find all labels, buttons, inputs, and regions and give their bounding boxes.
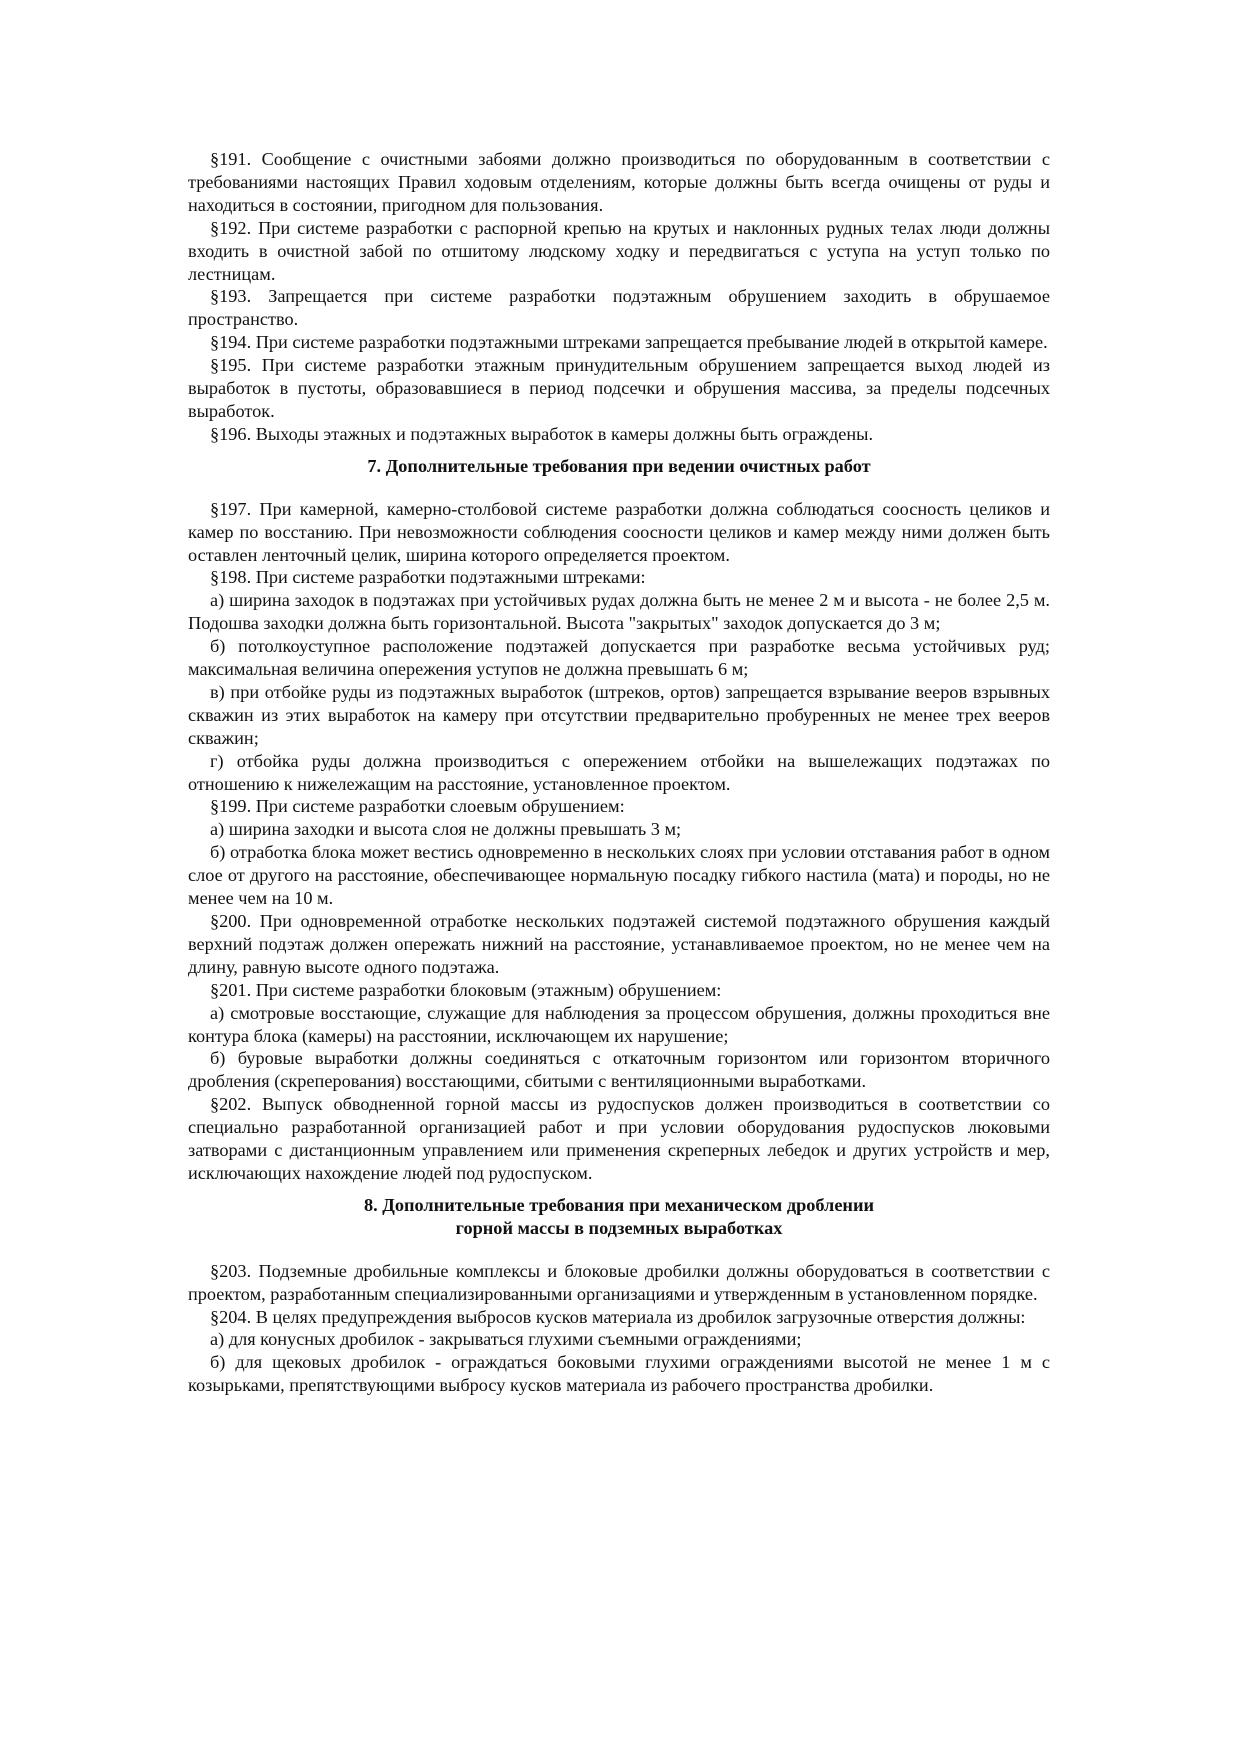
paragraph-198-v: в) при отбойке руды из подэтажных выработок (штреков, ортов) запрещается взрывание вееров взрывных скважин из этих выработок на камеру при отсутствии предварительно пробуренных не менее трех вееров скважин; [188, 681, 1050, 748]
paragraph-201-b: б) буровые выработки должны соединяться с откаточным горизонтом или горизонтом вторичного дробления (скреперования) восстающими, сбитыми с вентиляционными выработками. [188, 1048, 1050, 1092]
paragraph-203: §203. Подземные дробильные комплексы и блоковые дробилки должны оборудоваться в соответствии с проектом, разработанным специализированными организациями и утвержденным в установленном порядке. [188, 1260, 1050, 1304]
spacer [188, 1185, 1050, 1194]
paragraph-202: §202. Выпуск обводненной горной массы из рудоспусков должен производиться в соответствии со специально разработанной организацией работ и при условии оборудования рудоспусков люковыми затворами с дистанционным управлением или применения скреперных лебедок и других устройств и мер, исключающих нахождение людей под рудоспуском. [188, 1094, 1050, 1183]
paragraph-192: §192. При системе разработки с распорной крепью на крутых и наклонных рудных телах люди должны входить в очистной забой по отшитому людскому ходку и передвигаться с уступа на уступ только по лестницам. [188, 217, 1050, 284]
paragraph-195: §195. При системе разработки этажным принудительным обрушением запрещается выход людей из выработок в пустоты, образовавшиеся в период подсечки и обрушения массива, за пределы подсечных выработок. [188, 355, 1050, 421]
paragraph-200: §200. При одновременной отработке нескольких подэтажей системой подэтажного обрушения каждый верхний подэтаж должен опережать нижний на расстояние, устанавливаемое проектом, но не менее чем на длину, равную высоте одного подэтажа. [188, 911, 1050, 977]
paragraph-199-a: а) ширина заходки и высота слоя не должны превышать 3 м; [210, 819, 682, 840]
paragraph-198: §198. При системе разработки подэтажными штреками: [210, 567, 646, 588]
paragraph-191: §191. Сообщение с очистными забоями должно производиться по оборудованным в соответствии с требованиями настоящих Правил ходовым отделениям, которые должны быть всегда очищены от руды и находиться в состоянии, пригодном для пользования. [188, 149, 1050, 215]
paragraph-204-b: б) для щековых дробилок - ограждаться боковыми глухими ограждениями высотой не менее 1 м с козырьками, препятствующими выбросу кусков материала из рабочего пространства дробилки. [188, 1352, 1050, 1396]
paragraph-199-b: б) отработка блока может вестись одновременно в нескольких слоях при условии отставания работ в одном слое от другого на расстояние, обеспечивающее нормальную посадку гибкого настила (мата) и породы, но не менее чем на 10 м. [188, 842, 1050, 909]
paragraph-204-a: а) для конусных дробилок - закрываться глухими съемными ограждениями; [210, 1329, 802, 1350]
paragraph-198-a: а) ширина заходок в подэтажах при устойчивых рудах должна быть не менее 2 м и высота - не более 2,5 м. Подошва заходки должна быть горизонтальной. Высота "закрытых" заходок допускается до 3 м; [188, 590, 1050, 634]
spacer [188, 1240, 1050, 1260]
paragraph-193: §193. Запрещается при системе разработки подэтажным обрушением заходить в обрушаемое пространство. [188, 286, 1050, 330]
paragraph-197: §197. При камерной, камерно-столбовой системе разработки должна соблюдаться соосность целиков и камер по восстанию. При невозможности соблюдения соосности целиков и камер между ними должен быть оставлен ленточный целик, ширина которого определяется проектом. [188, 498, 1050, 565]
spacer [188, 446, 1050, 455]
paragraph-196: §196. Выходы этажных и подэтажных выработок в камеры должны быть ограждены. [210, 423, 874, 444]
spacer [188, 478, 1050, 498]
paragraph-201: §201. При системе разработки блоковым (этажным) обрушением: [210, 979, 722, 1000]
paragraph-204: §204. В целях предупреждения выбросов кусков материала из дробилок загрузочные отверстия должны: [210, 1306, 1026, 1327]
paragraph-198-b: б) потолкоуступное расположение подэтажей допускается при разработке весьма устойчивых руд; максимальная величина опережения уступов не должна превышать 6 м; [188, 636, 1050, 680]
paragraph-199: §199. При системе разработки слоевым обрушением: [210, 796, 625, 817]
section-heading-8-line-1: 8. Дополнительные требования при механическом дроблении [363, 1194, 875, 1215]
document-page [188, 148, 1050, 1397]
paragraph-201-a: а) смотровые восстающие, служащие для наблюдения за процессом обрушения, должны проходиться вне контура блока (камеры) на расстоянии, исключающем их нарушение; [188, 1002, 1050, 1046]
section-heading-7: 7. Дополнительные требования при ведении очистных работ [367, 455, 871, 476]
paragraph-194: §194. При системе разработки подэтажными штреками запрещается пребывание людей в открытой камере. [210, 332, 1048, 353]
paragraph-198-g: г) отбойка руды должна производиться с опережением отбойки на вышележащих подэтажах по отношению к нижележащим на расстояние, установленное проектом. [188, 750, 1050, 794]
section-heading-8-line-2: горной массы в подземных выработках [455, 1217, 783, 1238]
